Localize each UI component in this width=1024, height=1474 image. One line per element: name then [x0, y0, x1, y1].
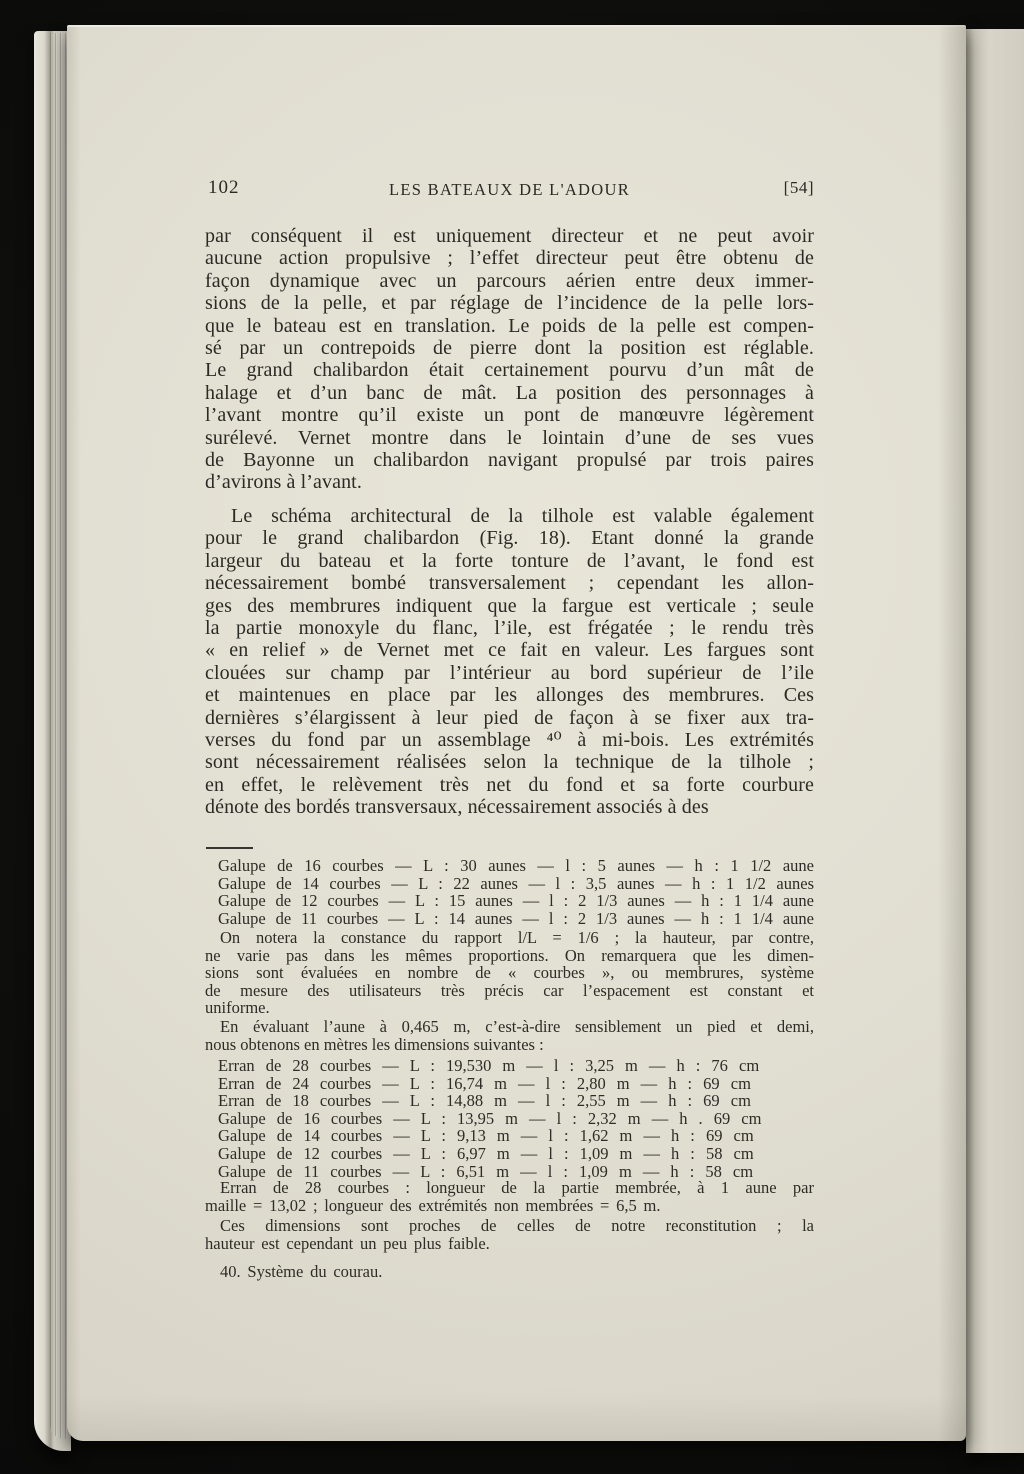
footnote-note-rapport: [205, 929, 814, 1017]
text-line: Erran de 28 courbes — L : 19,530 m — l : 3,25 m — h : 76 cm: [218, 1056, 760, 1075]
text-line: Galupe de 16 courbes — L : 30 aunes — l : 5 aunes — h : 1 1/2 aune: [218, 856, 814, 875]
text-line: Erran de 18 courbes — L : 14,88 m — l : 2,55 m — h : 69 cm: [218, 1091, 751, 1111]
text-line: en effet, le relèvement très net du fond et sa forte courbure: [205, 773, 814, 796]
text-line: nécessairement bombé transversalement ; cependant les allon-: [205, 572, 814, 595]
running-title: LES BATEAUX DE L'ADOUR: [388, 180, 631, 199]
section-marker: [54]: [783, 178, 814, 197]
text-line: sions de la pelle, et par réglage de l’incidence de la pelle lors-: [205, 292, 814, 315]
text-line: aucune action propulsive ; l’effet directeur peut être obtenu de: [205, 247, 814, 270]
text-line: maille = 13,02 ; longueur des extrémités non membrées = 6,5 m.: [205, 1195, 661, 1215]
text-line: nous obtenons en mètres les dimensions suivantes :: [205, 1034, 544, 1054]
footnote-aune-dimension-list: [205, 857, 814, 927]
text-line: clouées sur champ par l’intérieur au bord supérieur de l’ile: [205, 661, 814, 684]
text-line: sé par un contrepoids de pierre dont la position est réglable.: [205, 337, 814, 360]
text-line: largeur du bateau et la forte tonture de l’avant, le fond est: [205, 549, 814, 572]
text-line: hauteur est cependant un peu plus faible.: [205, 1233, 490, 1253]
footnote-note-conversion: [205, 1018, 814, 1053]
text-line: et maintenues en place par les allonges des membrures. Ces: [205, 684, 814, 707]
text-line: que le bateau est en translation. Le poids de la pelle est compen-: [205, 314, 814, 337]
text-line: Galupe de 12 courbes — L : 6,97 m — l : 1,09 m — h : 58 cm: [218, 1143, 754, 1163]
footnote-metric-dimension-list: [205, 1057, 814, 1180]
text-line: ne varie pas dans les mêmes proportions. On remarquera que les dimen-: [205, 945, 814, 965]
text-line: verses du fond par un assemblage ⁴⁰ à mi-bois. Les extrémités: [205, 729, 814, 752]
page-header: [205, 177, 814, 201]
text-line: Galupe de 16 courbes — L : 13,95 m — l : 2,32 m — h . 69 cm: [218, 1108, 762, 1128]
text-line: Galupe de 11 courbes — L : 6,51 m — l : 1,09 m — h : 58 cm: [218, 1161, 754, 1181]
text-line: l’avant montre qu’il existe un pont de manœuvre légèrement: [205, 404, 814, 427]
footnote-rule: [206, 847, 253, 849]
text-line: uniforme.: [205, 998, 270, 1018]
text-line: de Bayonne un chalibardon navigant propulsé par trois paires: [205, 449, 814, 472]
text-line: Ces dimensions sont proches de celles de notre reconstitution ; la: [220, 1216, 814, 1235]
footnote-40: [205, 1263, 814, 1281]
text-line: sions sont évaluées en nombre de « courbes », ou membrures, système: [205, 963, 814, 983]
book-page: [67, 25, 966, 1441]
text-line: la partie monoxyle du flanc, l’ile, est frégatée ; le rendu très: [205, 617, 814, 640]
page-number: 102: [208, 177, 240, 198]
text-line: Galupe de 14 courbes — L : 22 aunes — l : 3,5 aunes — h : 1 1/2 aunes: [218, 873, 814, 893]
body-paragraph-1: [205, 225, 814, 494]
text-line: Galupe de 11 courbes — L : 14 aunes — l : 2 1/3 aunes — h : 1 1/4 aune: [218, 908, 814, 928]
text-line: Erran de 24 courbes — L : 16,74 m — l : 2,80 m — h : 69 cm: [218, 1073, 751, 1093]
text-line: On notera la constance du rapport l/L = 1/6 ; la hauteur, par contre,: [220, 928, 814, 947]
text-line: sont nécessairement réalisées selon la technique de la tilhole ;: [205, 751, 814, 774]
text-line: « en relief » de Vernet met ce fait en valeur. Les fargues sont: [205, 639, 814, 662]
text-line: de mesure des utilisateurs très précis car l’espacement est constant et: [205, 980, 814, 1000]
text-line: Galupe de 12 courbes — L : 15 aunes — l : 2 1/3 aunes — h : 1 1/4 aune: [218, 891, 814, 911]
text-line: d’avirons à l’avant.: [205, 471, 362, 494]
footnote-note-conclusion: [205, 1217, 814, 1252]
page-stack-edge: [34, 31, 71, 1451]
text-line: Le grand chalibardon était certainement pourvu d’un mât de: [205, 359, 814, 382]
text-line: halage et d’un banc de mât. La position des personnages à: [205, 381, 814, 404]
text-line: pour le grand chalibardon (Fig. 18). Etant donné la grande: [205, 527, 814, 550]
text-line: 40. Système du courau.: [220, 1262, 383, 1281]
body-paragraph-2: [205, 505, 814, 819]
text-line: Galupe de 14 courbes — L : 9,13 m — l : 1,62 m — h : 69 cm: [218, 1126, 754, 1146]
text-line: façon dynamique avec un parcours aérien entre deux immer-: [205, 269, 814, 292]
text-line: par conséquent il est uniquement directeur et ne peut avoir: [205, 225, 814, 247]
text-line: En évaluant l’aune à 0,465 m, c’est-à-dire sensiblement un pied et demi,: [220, 1017, 814, 1036]
footnote-note-erran: [205, 1179, 814, 1214]
text-line: Erran de 28 courbes : longueur de la partie membrée, à 1 aune par: [220, 1178, 814, 1197]
text-line: surélevé. Vernet montre dans le lointain d’une de ses vues: [205, 426, 814, 449]
text-line: dernières s’élargissent à leur pied de façon à se fixer aux tra-: [205, 706, 814, 729]
text-line: Le schéma architectural de la tilhole est valable également: [231, 505, 814, 527]
text-line: ges des membrures indiquent que la fargue est verticale ; seule: [205, 594, 814, 617]
facing-page-edge: [966, 29, 1024, 1453]
text-line: dénote des bordés transversaux, nécessairement associés à des: [205, 796, 709, 819]
